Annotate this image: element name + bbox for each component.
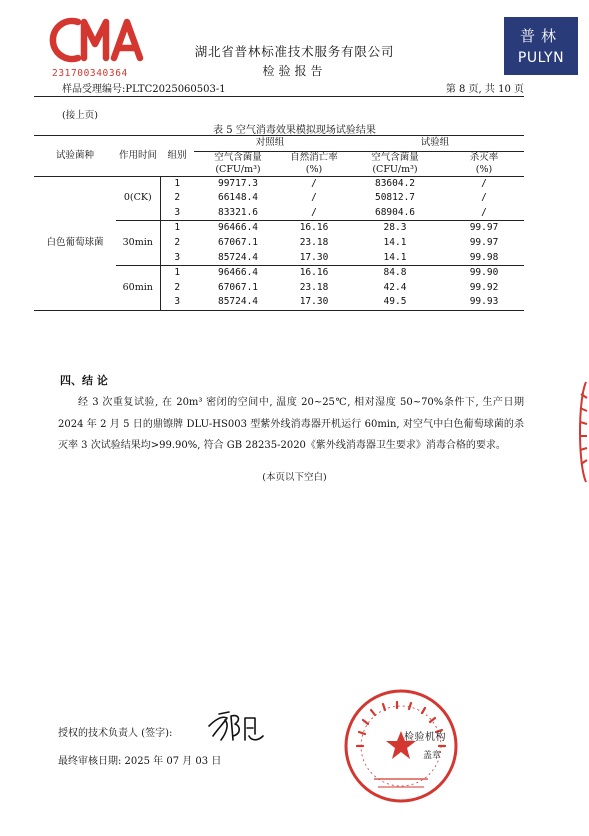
header-group: 组别 [160,136,194,177]
signer-label: 授权的技术负责人 (签字): [58,728,173,739]
table-caption: 表 5 空气消毒效果模拟现场试验结果 [213,125,376,136]
control-count-cell: 85724.4 [194,251,282,266]
review-date: 最终审核日期: 2025 年 07 月 03 日 [58,756,222,767]
group-cell: 3 [160,206,194,221]
page-info: 第 8 页, 共 10 页 [445,84,524,95]
cma-certificate-number: 231700340364 [52,68,128,79]
strain-cell: 白色葡萄球菌 [34,176,116,310]
header-test-group: 试验组 [346,136,524,152]
sample-number [62,80,226,95]
decay-cell: 16.16 [299,267,329,279]
conclusion-text: 经 3 次重复试验, 在 20m³ 密闭的空间中, 温度 20~25℃, 相对湿度 50~70%条件下, 生产日期 2024 年 2 月 5 日的鼎镲牌 DLU-HS003 型紫外线消毒器开机运行 60min, 对空气中白色葡萄球菌的杀灭率 3 次试验结果均>99.90%, 符合 GB 28235-2020《紫外线消毒器卫生要求》消毒合格的要求。 [58,397,524,451]
report-title: 检验报告 [262,64,327,78]
test-count-cell: 68904.6 [346,206,444,221]
decay-cell: 23.18 [299,281,329,293]
test-count-cell: 42.4 [383,281,407,293]
test-count-cell: 84.8 [383,267,407,279]
decay-cell: 23.18 [299,236,329,248]
test-count-cell: 28.3 [383,222,407,234]
kill-rate-cell: 99.98 [444,251,524,266]
control-count-cell: 67067.1 [217,236,259,248]
control-count-cell: 85724.4 [194,295,282,310]
decay-cell: / [282,206,346,221]
decay-cell: / [311,192,317,204]
kill-rate-cell: 99.92 [469,281,499,293]
header-control-air-count: 空气含菌量 (CFU/m³) [194,151,282,176]
group-cell: 1 [160,176,194,191]
group-cell: 2 [160,236,194,251]
header-strain: 试验菌种 [34,136,116,177]
control-count-cell: 66148.4 [217,192,259,204]
signature-icon [205,706,269,746]
header-natural-decay: 自然消亡率 (%) [282,151,346,176]
test-count-cell: 14.1 [383,236,407,248]
group-cell: 1 [160,266,194,281]
table-row [34,176,524,191]
header-test-air-count: 空气含菌量 (CFU/m³) [346,151,444,176]
control-count-cell: 99717.3 [217,177,259,189]
time-cell: 0(CK) [116,176,160,221]
brand-en: PULYN [517,50,565,66]
test-count-cell: 14.1 [346,251,444,266]
group-cell: 3 [160,251,194,266]
kill-rate-cell: 99.93 [444,295,524,310]
header-kill-rate: 杀灭率 (%) [444,151,524,176]
header-control-group: 对照组 [194,136,346,152]
control-count-cell: 96466.4 [217,222,259,234]
group-cell: 1 [160,221,194,236]
seal-label: 盖章 [423,751,442,761]
brand-logo [504,17,578,75]
decay-cell: 17.30 [282,295,346,310]
kill-rate-cell: / [444,206,524,221]
sample-number-label: 样品受理编号: [62,84,126,95]
sample-number-value: PLTC2025060503-1 [125,84,226,95]
decay-cell: / [311,177,317,189]
decay-cell: 17.30 [282,251,346,266]
time-cell: 60min [116,266,160,311]
group-cell: 2 [160,191,194,206]
kill-rate-cell: 99.97 [469,236,499,248]
time-cell: 30min [116,221,160,266]
test-count-cell: 83604.2 [374,177,416,189]
brand-cn: 普林 [519,27,562,45]
kill-rate-cell: / [481,192,487,204]
test-count-cell: 49.5 [346,295,444,310]
blank-note: (本页以下空白) [262,472,327,483]
decay-cell: 16.16 [299,222,329,234]
org-name: 湖北省普林标准技术服务有限公司 [194,44,395,59]
control-count-cell: 96466.4 [217,267,259,279]
header-time: 作用时间 [116,136,160,177]
kill-rate-cell: 99.97 [469,222,499,234]
group-cell: 2 [160,281,194,296]
header-divider [34,96,524,97]
control-count-cell: 67067.1 [217,281,259,293]
continuation-note: (接上页) [62,110,98,121]
control-count-cell: 83321.6 [194,206,282,221]
conclusion-title: 四、结 论 [60,374,108,387]
group-cell: 3 [160,295,194,310]
kill-rate-cell: 99.90 [469,267,499,279]
kill-rate-cell: / [481,177,487,189]
edge-seal-icon [574,380,588,484]
test-count-cell: 50812.7 [374,192,416,204]
official-seal-icon [342,687,460,805]
institution-label: 检验机构 [404,732,446,743]
results-table [34,135,524,311]
